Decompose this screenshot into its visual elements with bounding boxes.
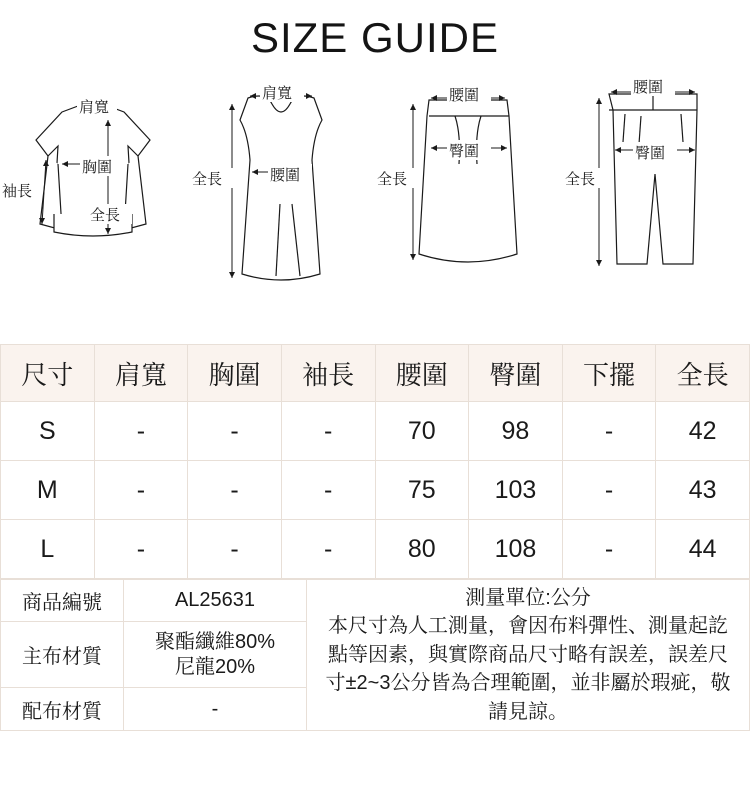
table-cell: - [94, 461, 188, 520]
svg-text:腰圍: 腰圍 [269, 167, 300, 184]
product-info-table [0, 579, 750, 731]
table-header-cell: 全長 [656, 345, 750, 402]
illustration-long-sleeve-top [0, 64, 187, 344]
table-header-cell: 腰圍 [375, 345, 469, 402]
table-header-row [1, 345, 750, 402]
main-fabric-line-2: 尼龍20% [174, 655, 256, 678]
note-line: 點等因素，與實際商品尺寸略有誤差，誤差尺 [328, 643, 728, 666]
main-fabric-label: 主布材質 [1, 622, 124, 688]
page-title: SIZE GUIDE [250, 14, 500, 61]
table-cell: M [1, 461, 95, 520]
table-cell: - [94, 520, 188, 579]
table-cell: 43 [656, 461, 750, 520]
illus-label: 肩寬 [79, 99, 110, 116]
table-header-cell: 胸圍 [188, 345, 282, 402]
table-row [1, 402, 750, 461]
table-cell: - [562, 461, 656, 520]
table-cell: - [188, 520, 282, 579]
table-header-cell: 下擺 [562, 345, 656, 402]
table-cell: 103 [469, 461, 563, 520]
table-row [1, 520, 750, 579]
item-no-value: AL25631 [124, 580, 307, 622]
illustration-skirt [375, 64, 562, 344]
illustration-trousers [563, 64, 750, 344]
sub-fabric-label: 配布材質 [1, 688, 124, 731]
table-cell: - [188, 461, 282, 520]
sub-fabric-value: - [124, 688, 307, 731]
illustration-strip [0, 64, 750, 344]
table-cell: - [188, 402, 282, 461]
svg-text:全長: 全長 [377, 171, 408, 188]
table-cell: 44 [656, 520, 750, 579]
table-cell: 108 [469, 520, 563, 579]
size-table [0, 344, 750, 579]
svg-text:全長: 全長 [564, 171, 595, 188]
svg-text:胸圍: 胸圍 [82, 159, 113, 176]
table-cell: 80 [375, 520, 469, 579]
table-header-cell: 尺寸 [1, 345, 95, 402]
svg-text:臀圍: 臀圍 [449, 143, 480, 160]
measurement-notes [307, 580, 750, 731]
table-cell: - [281, 461, 375, 520]
table-cell: L [1, 520, 95, 579]
note-line: 寸±2~3公分皆為合理範圍，並非屬於瑕疵，敬 [325, 672, 731, 695]
svg-text:腰圍: 腰圍 [449, 87, 480, 104]
table-cell: 70 [375, 402, 469, 461]
table-cell: - [94, 402, 188, 461]
note-line: 請見諒。 [488, 700, 568, 723]
table-cell: - [562, 402, 656, 461]
info-row-item-no [1, 580, 750, 622]
main-fabric-line-1: 聚酯纖維80% [154, 630, 276, 653]
table-row [1, 461, 750, 520]
svg-text:袖長: 袖長 [2, 183, 33, 200]
table-header-cell: 臀圍 [469, 345, 563, 402]
table-cell: - [281, 402, 375, 461]
table-cell: - [562, 520, 656, 579]
note-line: 測量單位:公分 [465, 587, 591, 609]
svg-text:肩寬: 肩寬 [261, 85, 292, 102]
svg-text:腰圍: 腰圍 [632, 79, 663, 96]
svg-text:臀圍: 臀圍 [634, 145, 665, 162]
table-cell: - [281, 520, 375, 579]
svg-text:全長: 全長 [191, 171, 222, 188]
table-header-cell: 肩寬 [94, 345, 188, 402]
item-no-label: 商品編號 [1, 580, 124, 622]
table-cell: 42 [656, 402, 750, 461]
main-fabric-value [124, 622, 307, 688]
note-line: 本尺寸為人工測量，會因布料彈性、測量起訖 [328, 615, 728, 638]
illustration-sleeveless-dress [188, 64, 375, 344]
table-cell: S [1, 402, 95, 461]
table-header-cell: 袖長 [281, 345, 375, 402]
table-cell: 75 [375, 461, 469, 520]
svg-text:全長: 全長 [90, 207, 121, 224]
table-cell: 98 [469, 402, 563, 461]
